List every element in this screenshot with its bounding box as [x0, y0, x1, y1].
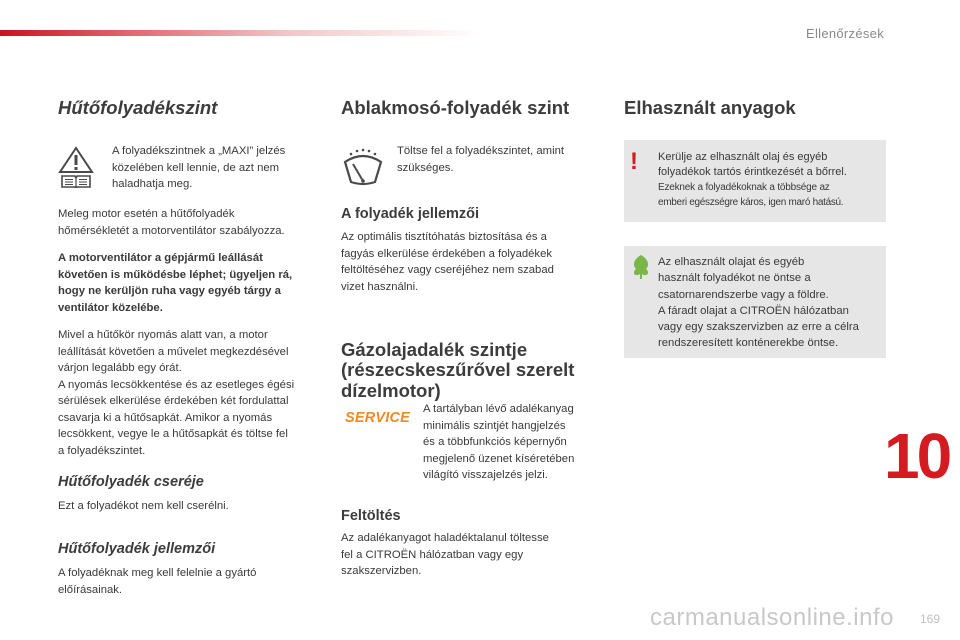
text-line: Az elhasznált olajat és egyéb — [658, 256, 805, 268]
coolant-spec-text — [58, 565, 320, 598]
service-warning-icon: SERVICE — [345, 410, 411, 426]
text-line: közelében kell lennie, de azt nem — [112, 161, 280, 174]
washer-fluid-spec-text — [341, 229, 603, 295]
text-line: csavarja ki a hűtősapkát. Amikor a nyomás — [58, 411, 273, 424]
text-line: A nyomás lecsökkentése és az esetleges égési — [58, 378, 295, 391]
text-line: A folyadékszintnek a „MAXI” jelzés — [112, 145, 286, 157]
text-line: Kerülje az elhasznált olaj és egyéb — [658, 151, 828, 163]
windscreen-washer-icon — [341, 148, 385, 186]
diesel-additive-title — [341, 340, 611, 401]
refill-text — [341, 530, 603, 580]
text-line: feltöltéséhez vagy cseréjéhez nem szabad — [341, 264, 554, 276]
text-line: várjon legalább egy órát. — [58, 362, 182, 374]
text-line: használt folyadékot ne öntse a — [658, 272, 811, 285]
coolant-level-note — [112, 143, 322, 193]
coolant-change-text — [58, 498, 320, 515]
text-line: vagy egy szakszervizben az erre a célra — [658, 321, 859, 334]
coolant-change-title: Hűtőfolyadék cseréje — [58, 474, 204, 490]
skin-contact-warning-box — [624, 140, 886, 222]
text-line: folyadékok tartós érintkezését a bőrrel. — [658, 166, 847, 178]
text-line: követően is működésbe léphet; ügyeljen rá, — [58, 268, 293, 281]
skin-contact-warning-text — [658, 150, 884, 210]
text-line: csatornarendszerbe vagy a földre. — [658, 288, 829, 301]
page-number: 169 — [919, 612, 940, 626]
text-line: rendszeresített konténerekbe öntse. — [658, 337, 839, 350]
coolant-level-title: Hűtőfolyadékszint — [58, 97, 218, 118]
disposal-info-text — [658, 254, 884, 352]
text-line: Mivel a hűtőkör nyomás alatt van, a motor — [58, 329, 268, 341]
text-line: sérülések elkerülése érdekében két fordulattal — [58, 395, 289, 407]
washer-fluid-spec-title: A folyadék jellemzői — [341, 206, 480, 222]
text-line: emberi egészségre káros, igen maró hatású. — [658, 197, 844, 208]
text-line: szakszervizben. — [341, 565, 422, 577]
watermark: carmanualsonline.info — [650, 604, 894, 631]
header-accent-bar — [0, 30, 480, 36]
text-line: ventilátor közelébe. — [58, 301, 163, 314]
text-line: A motorventilátor a gépjármű leállását — [58, 252, 263, 264]
text-line: lecsökkent, vegye le a hűtősapkát és töltse fel — [58, 428, 288, 440]
text-line: és a többfunkciós képernyőn — [423, 436, 567, 448]
chapter-number: 10 — [884, 420, 950, 492]
text-line: megjelenő üzenet kíséretében — [423, 452, 575, 465]
environment-leaf-icon — [630, 254, 652, 280]
text-line: haladhatja meg. — [112, 178, 193, 190]
warning-manual-icon — [58, 146, 94, 188]
disposal-info-box — [624, 246, 886, 358]
text-line: előírásainak. — [58, 583, 123, 596]
text-line: Ezt a folyadékot nem kell cserélni. — [58, 500, 229, 512]
text-line: A fáradt olajat a CITROËN hálózatban — [658, 304, 849, 317]
text-line: Meleg motor esetén a hűtőfolyadék — [58, 208, 235, 220]
text-line: A tartályban lévő adalékanyag — [423, 403, 574, 415]
text-line: Töltse fel a folyadékszintet, amint — [397, 145, 565, 157]
text-line: leállítását követően a művelet megkezdésével — [58, 345, 289, 358]
text-line: fel a CITROËN hálózatban vagy egy — [341, 548, 524, 561]
coolant-para1 — [58, 206, 320, 239]
text-line: a folyadékszintet. — [58, 444, 146, 457]
text-line: minimális szintjét hangjelzés — [423, 419, 566, 432]
text-line: hogy ne kerüljön ruha vagy egyéb tárgy a — [58, 285, 281, 297]
washer-fluid-note — [397, 143, 597, 176]
diesel-additive-note — [423, 401, 603, 484]
heading-line: Gázolajadalék szintje — [341, 339, 528, 360]
fan-warning — [58, 250, 328, 316]
heading-line: dízelmotor) — [341, 379, 441, 401]
text-line: Az optimális tisztítóhatás biztosítása és a — [341, 231, 547, 243]
text-line: fagyás elkerülése érdekében a folyadékek — [341, 247, 553, 260]
coolant-spec-title: Hűtőfolyadék jellemzői — [58, 541, 216, 557]
refill-title: Feltöltés — [341, 508, 401, 524]
coolant-pressure-para — [58, 327, 328, 459]
text-line: Az adalékanyagot haladéktalanul töltesse — [341, 532, 549, 544]
text-line: A folyadéknak meg kell felelnie a gyártó — [58, 567, 257, 579]
text-line: szükséges. — [397, 161, 454, 174]
text-line: vizet használni. — [341, 280, 419, 293]
heading-line: (részecskeszűrővel szerelt — [341, 359, 575, 381]
used-products-title: Elhasznált anyagok — [624, 97, 796, 118]
exclamation-icon: ! — [630, 148, 638, 175]
text-line: hőmérsékletét a motorventilátor szabályozza. — [58, 224, 285, 237]
chapter-title: Ellenőrzések — [805, 26, 884, 41]
text-line: világító visszajelzés jelzi. — [423, 469, 548, 481]
text-line: Ezeknek a folyadékoknak a többsége az — [658, 182, 830, 193]
washer-fluid-title: Ablakmosó-folyadék szint — [341, 97, 570, 118]
